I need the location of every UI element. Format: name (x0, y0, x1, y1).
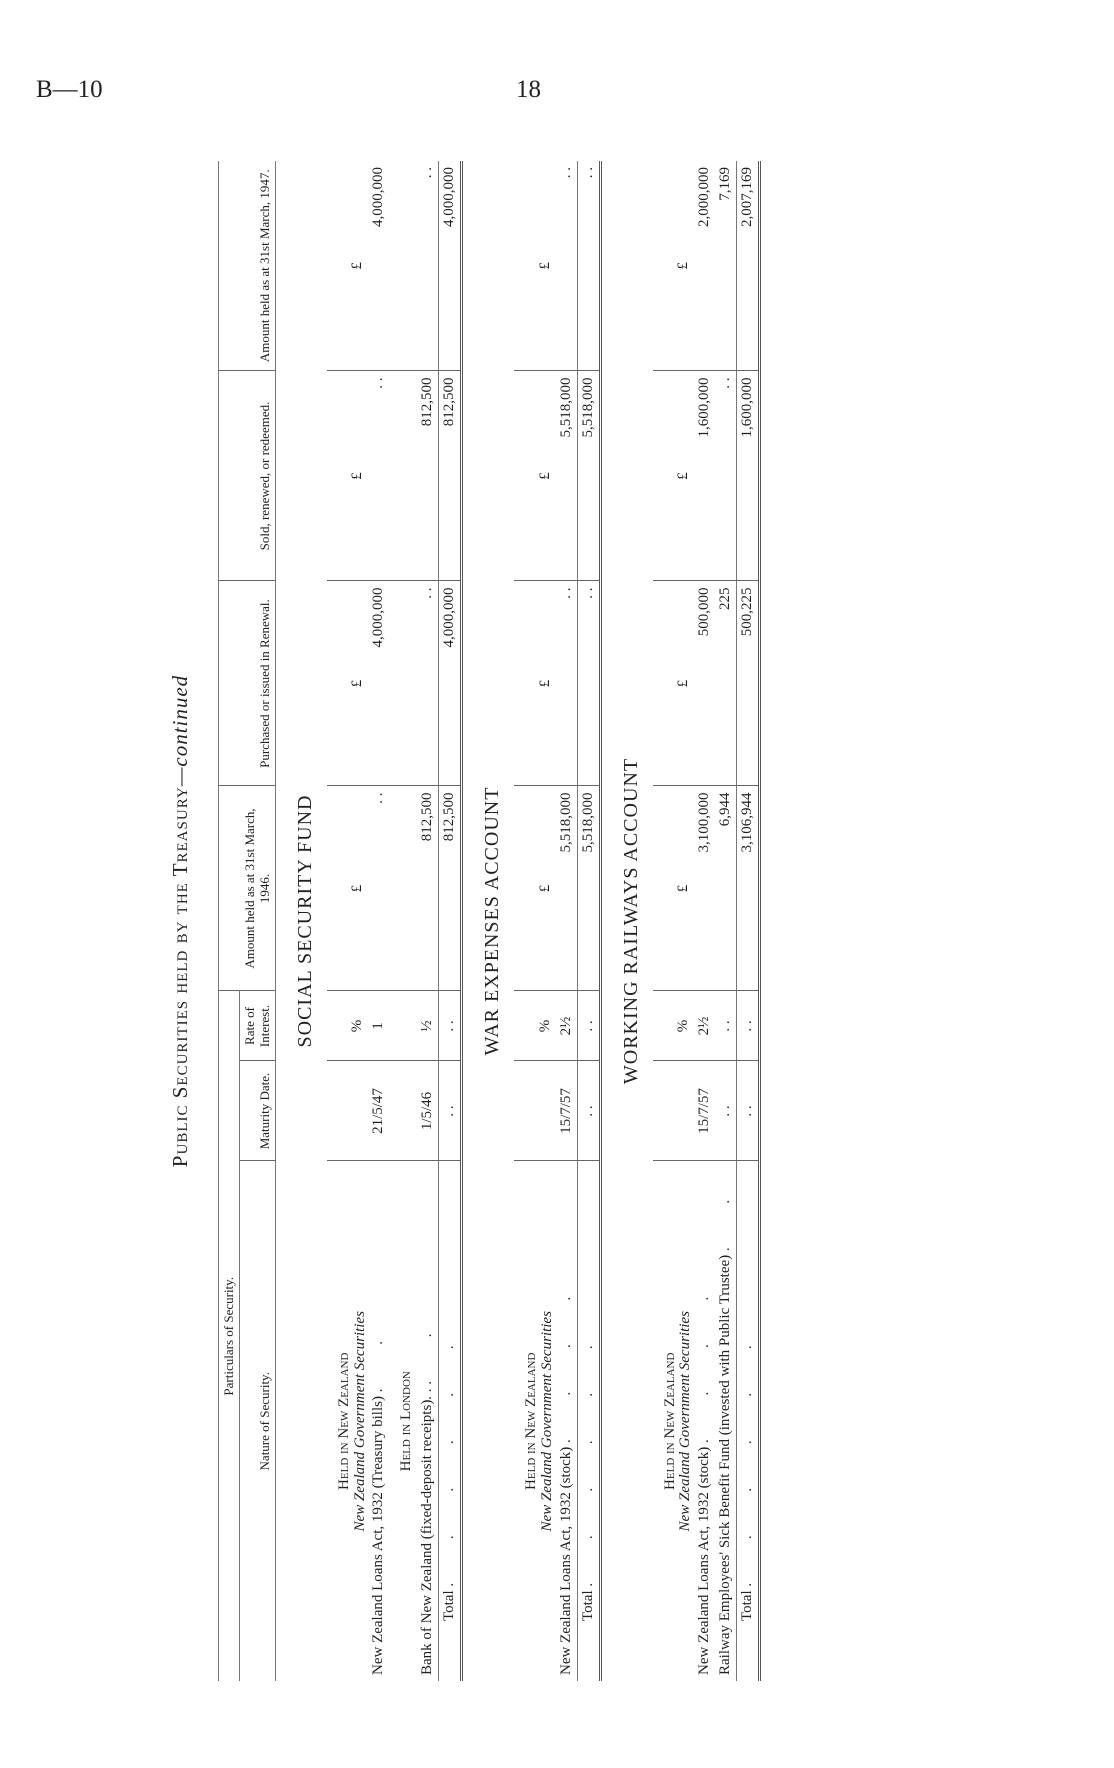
percent-unit: % (514, 991, 556, 1061)
held-1946: 3,100,000 (694, 786, 715, 991)
leader-dots: . . (419, 1313, 436, 1385)
total-purchased: 500,225 (737, 581, 760, 786)
total-label: Total (579, 1590, 596, 1621)
held-in-nz-heading: Held in New Zealand (661, 1352, 678, 1490)
leader-dots: . . (717, 1179, 734, 1252)
security-name: Bank of New Zealand (fixed-deposit receipts). . (419, 1388, 436, 1675)
held-1946: . . (368, 786, 389, 991)
maturity-date: 21/5/47 (368, 1061, 389, 1161)
total-purchased: 4,000,000 (439, 581, 462, 786)
held-in-nz-heading: Held in New Zealand (335, 1352, 352, 1490)
leader-dots: . . (370, 1321, 387, 1393)
total-held-1946: 812,500 (439, 786, 462, 991)
interest-rate: 2½ (556, 991, 578, 1061)
total-held-1947: . . (577, 161, 600, 371)
pound-unit: £ (327, 786, 369, 991)
total-row (737, 161, 760, 1681)
header-nature: Nature of Security. (239, 1161, 275, 1681)
percent-unit: % (653, 991, 695, 1061)
header-particulars: Particulars of Security. (219, 991, 240, 1681)
pound-unit: £ (349, 262, 366, 270)
sold: 812,500 (417, 371, 439, 581)
purchased: . . (556, 581, 578, 786)
total-sold: 1,600,000 (737, 371, 760, 581)
sold: . . (715, 371, 737, 581)
interest-rate: ½ (417, 991, 439, 1061)
pound-unit: £ (653, 786, 695, 991)
held-1947: . . (419, 167, 436, 179)
total-held-1947: 2,007,169 (737, 161, 760, 371)
nz-government-securities-heading: New Zealand Government Securities (677, 1311, 694, 1532)
security-name: New Zealand Loans Act, 1932 (stock) (696, 1446, 713, 1675)
total-held-1946: 3,106,944 (737, 786, 760, 991)
purchased: 4,000,000 (368, 581, 389, 786)
total-row (577, 161, 600, 1681)
interest-rate: 2½ (694, 991, 715, 1061)
pound-unit: £ (536, 262, 553, 270)
table-title (168, 161, 193, 1681)
section-title-war-expenses: WAR EXPENSES ACCOUNT (481, 786, 504, 1056)
pound-unit: £ (327, 371, 369, 581)
pound-unit: £ (327, 581, 369, 786)
nz-government-securities-heading: New Zealand Government Securities (538, 1311, 555, 1532)
maturity-date: . . (737, 1061, 760, 1161)
total-label: Total (739, 1590, 756, 1621)
pound-unit: £ (514, 371, 556, 581)
total-purchased: . . (577, 581, 600, 786)
security-name: New Zealand Loans Act, 1932 (stock) (557, 1446, 574, 1675)
section-title-working-railways: WORKING RAILWAYS ACCOUNT (619, 757, 642, 1085)
pound-unit: £ (514, 581, 556, 786)
sold: 1,600,000 (694, 371, 715, 581)
section-title-social-security: SOCIAL SECURITY FUND (275, 161, 327, 1681)
security-name: Railway Employees' Sick Benefit Fund (invested with Public Trustee) (717, 1254, 734, 1675)
header-rate: Rate of Interest. (239, 991, 275, 1061)
maturity-date: 1/5/46 (417, 1061, 439, 1161)
maturity-date: 15/7/57 (694, 1061, 715, 1161)
maturity-date: . . (577, 1061, 600, 1161)
pound-unit: £ (514, 786, 556, 991)
table-title-main: Public Securities held by the Treasury (168, 786, 192, 1168)
table-row (715, 161, 737, 1681)
header-purchased: Purchased or issued in Renewal. (219, 581, 276, 786)
pound-unit: £ (653, 581, 695, 786)
leader-dots: . . . . . . (441, 1325, 458, 1587)
interest-rate: . . (715, 991, 737, 1061)
document-reference: B—10 (36, 76, 103, 103)
table-row (556, 161, 578, 1681)
maturity-date: . . (439, 1061, 462, 1161)
rotated-table-block (168, 161, 948, 1681)
interest-rate: . . (439, 991, 462, 1061)
held-1946: 812,500 (417, 786, 439, 991)
purchased: 225 (715, 581, 737, 786)
table-title-continued: —continued (168, 674, 192, 787)
purchased: 500,000 (694, 581, 715, 786)
purchased: . . (417, 581, 439, 786)
percent-unit: % (327, 991, 369, 1061)
table-row (368, 161, 389, 1681)
held-1946: 6,944 (715, 786, 737, 991)
header-held-1947: Amount held as at 31st March, 1947. (219, 161, 276, 371)
table-row (694, 161, 715, 1681)
header-sold: Sold, renewed, or redeemed. (219, 371, 276, 581)
pound-unit: £ (675, 262, 692, 270)
held-in-nz-heading: Held in New Zealand (523, 1352, 540, 1490)
held-1947: . . (557, 167, 574, 179)
leader-dots: . . . . . . (739, 1325, 756, 1587)
total-row (439, 161, 462, 1681)
total-sold: 812,500 (439, 371, 462, 581)
nz-government-securities-heading: New Zealand Government Securities (351, 1311, 368, 1532)
sold: 5,518,000 (556, 371, 578, 581)
interest-rate: . . (737, 991, 760, 1061)
total-sold: 5,518,000 (577, 371, 600, 581)
held-in-london-heading: Held in London (389, 1161, 417, 1681)
header-maturity: Maturity Date. (239, 1061, 275, 1161)
interest-rate: 1 (368, 991, 389, 1061)
security-name: New Zealand Loans Act, 1932 (Treasury bills) (370, 1396, 387, 1675)
header-held-1946: Amount held as at 31st March, 1946. (219, 786, 276, 991)
leader-dots: . . . . (696, 1276, 713, 1443)
total-held-1946: 5,518,000 (577, 786, 600, 991)
sold: . . (368, 371, 389, 581)
leader-dots: . . . . . . (579, 1325, 596, 1587)
held-1947: 2,000,000 (696, 167, 713, 227)
leader-dots: . . . . (557, 1276, 574, 1443)
total-held-1947: 4,000,000 (439, 161, 462, 371)
maturity-date: . . (715, 1061, 737, 1161)
table-row (417, 161, 439, 1681)
interest-rate: . . (577, 991, 600, 1061)
maturity-date: 15/7/57 (556, 1061, 578, 1161)
securities-table (218, 161, 761, 1681)
held-1947: 7,169 (717, 167, 734, 201)
pound-unit: £ (653, 371, 695, 581)
page-number: 18 (516, 76, 541, 103)
held-1946: 5,518,000 (556, 786, 578, 991)
held-1947: 4,000,000 (370, 167, 387, 227)
total-label: Total (441, 1590, 458, 1621)
